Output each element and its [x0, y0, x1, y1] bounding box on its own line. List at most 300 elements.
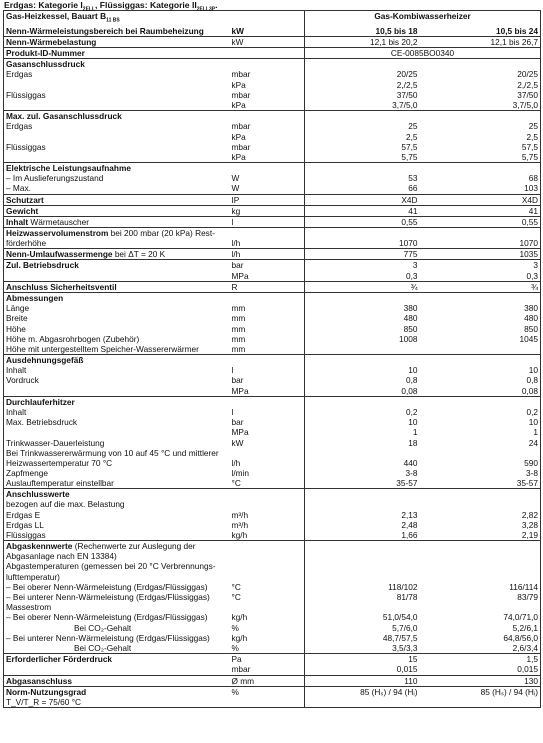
value-24kw — [420, 572, 541, 582]
table-row — [4, 520, 541, 530]
value-18kw: 66 — [305, 183, 420, 194]
row-label — [4, 249, 230, 260]
value-24kw: 25 — [420, 121, 541, 131]
table-row — [4, 530, 541, 541]
row-label-main: Massestrom — [6, 602, 52, 613]
row-label-detail: Wärmetauscher — [28, 217, 89, 228]
unit-cell — [230, 541, 305, 552]
value-18kw — [305, 561, 420, 571]
value-24kw: 3-8 — [420, 468, 541, 478]
row-label-main: Ausdehnungsgefäß — [6, 355, 84, 366]
value-18kw: 0,3 — [305, 271, 420, 282]
value-18kw: 37/50 — [305, 90, 420, 100]
table-row — [4, 551, 541, 561]
section-row — [4, 489, 541, 500]
value-24kw — [420, 602, 541, 612]
row-label — [4, 217, 230, 228]
unit-cell: MPa — [231, 270, 249, 281]
value-24kw: 0,8 — [420, 375, 541, 385]
row-label — [4, 142, 230, 152]
row-label — [4, 303, 230, 313]
caption-text: Erdgas: Kategorie I — [4, 0, 83, 10]
unit-cell: mbar — [231, 664, 251, 675]
value-18kw: 0,8 — [305, 375, 420, 385]
header-unit-cell — [230, 11, 305, 26]
unit-cell: mbar — [231, 121, 251, 132]
row-label — [4, 194, 230, 205]
table-row — [4, 249, 541, 260]
table-row — [4, 375, 541, 385]
value-24kw: 0,55 — [420, 217, 541, 228]
unit-cell: kW — [231, 437, 244, 448]
unit-cell: kPa — [231, 99, 246, 110]
unit-cell: W — [231, 173, 240, 184]
table-row — [4, 313, 541, 323]
value-18kw: 0,2 — [305, 407, 420, 417]
value-cell — [420, 292, 541, 303]
value-24kw: 10 — [420, 365, 541, 375]
row-label — [4, 183, 230, 194]
value-24kw: 103 — [420, 183, 541, 194]
row-label-detail: bei 200 mbar (20 kPa) Rest- — [108, 228, 215, 239]
row-label-main: – Bei unterer Nenn-Wärmeleistung (Erdgas/Flüssiggas) — [6, 632, 210, 643]
row-label-main: Zul. Betriebsdruck — [6, 260, 79, 271]
value-24kw: 0,2 — [420, 407, 541, 417]
value-18kw: 0,08 — [305, 386, 420, 397]
subtitle: Gas-Heizkessel, Bauart B — [6, 11, 107, 21]
row-label — [4, 520, 230, 530]
value-24kw: ¾ — [420, 281, 541, 292]
unit-cell: kPa — [231, 131, 246, 142]
unit-cell: W — [231, 183, 240, 194]
unit-cell — [230, 163, 305, 174]
row-label-main: Elektrische Leistungsaufnahme — [6, 163, 131, 174]
value-cell — [305, 396, 420, 407]
value-18kw: 850 — [305, 324, 420, 334]
row-label — [4, 313, 230, 323]
value-18kw: 15 — [305, 654, 420, 665]
value-24kw: 5,2/6,1 — [420, 623, 541, 633]
row-label-main: Länge — [6, 303, 30, 314]
value-18kw: 5,75 — [305, 152, 420, 163]
value-18kw: 1,66 — [305, 530, 420, 541]
row-label-main: Abgastemperaturen (gemessen bei 20 °C Verbrennungs- — [6, 561, 216, 572]
value-18kw: 10 — [305, 365, 420, 375]
row-label-main: Nenn-Umlaufwassermenge — [6, 249, 113, 260]
value-24kw: 590 — [420, 448, 541, 468]
value-18kw: 20/25 — [305, 69, 420, 79]
table-row — [4, 612, 541, 622]
row-label-main: Produkt-ID-Nummer — [6, 48, 85, 59]
row-label-main: – Im Auslieferungszustand — [6, 173, 104, 184]
row-label-main: Erdgas LL — [6, 519, 44, 530]
unit-cell: mm — [231, 313, 246, 324]
row-label-main: Durchlauferhitzer — [6, 396, 75, 407]
value-18kw: 3,5/3,3 — [305, 643, 420, 654]
value-24kw: 2,6/3,4 — [420, 643, 541, 654]
value-24kw: 1045 — [420, 334, 541, 344]
unit-cell: mm — [231, 333, 246, 344]
table-row — [4, 205, 541, 216]
row-label — [4, 228, 230, 249]
value-24kw: 480 — [420, 313, 541, 323]
value-24kw: 2,5 — [420, 132, 541, 142]
caption-sub-1: 2ELL — [82, 6, 96, 13]
unit-cell: °C — [231, 477, 241, 488]
row-label — [4, 90, 230, 100]
value-cell — [420, 111, 541, 122]
row-label — [4, 152, 230, 163]
unit-cell: mm — [231, 303, 246, 314]
unit-cell — [230, 48, 305, 59]
row-label-main: Max. Betriebsdruck — [6, 417, 78, 428]
unit-cell — [230, 355, 305, 366]
value-18kw: 2,/2,5 — [305, 80, 420, 90]
table-row — [4, 675, 541, 686]
section-label — [4, 163, 230, 174]
table-row — [4, 643, 541, 654]
value-24kw: 1035 — [420, 249, 541, 260]
row-label — [4, 478, 230, 489]
row-label-main: Abgaskennwerte — [6, 541, 73, 552]
row-label-main: Nenn-Wärmebelastung — [6, 36, 97, 47]
value-18kw: 5,7/6,0 — [305, 623, 420, 633]
unit-cell: bar — [230, 260, 305, 271]
row-label-main: Breite — [6, 313, 28, 324]
table-row — [4, 686, 541, 697]
value-24kw: 74,0/71,0 — [420, 612, 541, 622]
table-row — [4, 468, 541, 478]
value-18kw: 51,0/54,0 — [305, 612, 420, 622]
unit-cell: kg/h — [231, 529, 248, 540]
table-row — [4, 260, 541, 271]
value-18kw: 12,1 bis 20,2 — [305, 36, 420, 47]
value-24kw: 57,5 — [420, 142, 541, 152]
value-24kw: 380 — [420, 303, 541, 313]
section-label — [4, 59, 230, 70]
row-label — [4, 572, 230, 582]
row-label-main: Höhe — [6, 323, 26, 334]
row-label-main: Bei CO₂-Gehalt — [74, 642, 132, 653]
row-label-main: Abmessungen — [6, 292, 64, 303]
row-label-main: Vordruck — [6, 375, 39, 386]
table-row — [4, 80, 541, 90]
value-18kw: X4D — [305, 194, 420, 205]
unit-cell: kPa — [231, 151, 246, 162]
row-label-detail: Bei Trinkwassererwärmung von 10 auf 45 °C und mittlerer — [6, 447, 219, 458]
unit-cell: Ø mm — [230, 675, 305, 686]
row-label — [4, 48, 230, 59]
table-row — [4, 281, 541, 292]
row-label — [4, 205, 230, 216]
unit-cell: MPa — [231, 427, 249, 438]
section-label — [4, 355, 230, 366]
value-18kw: 480 — [305, 313, 420, 323]
value-18kw: 35-57 — [305, 478, 420, 489]
unit-cell: m³/h — [231, 519, 249, 530]
section-label — [4, 396, 230, 407]
row-label — [4, 386, 230, 397]
value-24kw: 12,1 bis 26,7 — [420, 36, 541, 47]
table-row — [4, 173, 541, 183]
row-label-main: Erdgas — [6, 69, 33, 80]
unit-cell: °C — [231, 581, 241, 592]
row-label — [4, 602, 230, 612]
value-18kw — [305, 541, 420, 552]
value-24kw — [420, 561, 541, 571]
value-18kw — [305, 551, 420, 561]
value-cell — [420, 355, 541, 366]
value-18kw: 3-8 — [305, 468, 420, 478]
value-18kw — [305, 499, 420, 509]
value-18kw: 1 — [305, 427, 420, 437]
row-label — [4, 69, 230, 79]
value-18kw: 0,015 — [305, 664, 420, 675]
row-label — [4, 132, 230, 142]
value-18kw: 2,13 — [305, 510, 420, 520]
row-label-main: Flüssiggas — [6, 141, 46, 152]
caption-text-2: , Flüssiggas: Kategorie II — [95, 0, 197, 10]
unit-cell: kg — [230, 205, 305, 216]
row-label-main: Abgasanschluss — [6, 675, 72, 686]
value-24kw: X4D — [420, 194, 541, 205]
row-label-main: Norm-Nutzungsgrad — [6, 686, 87, 697]
row-label-main: Flüssiggas — [6, 529, 46, 540]
row-label — [4, 510, 230, 520]
value-24kw: 116/114 — [420, 582, 541, 592]
value-24kw: 3,7/5,0 — [420, 100, 541, 111]
row-label — [4, 121, 230, 131]
table-row — [4, 592, 541, 602]
unit-cell: bar — [231, 417, 244, 428]
value-24kw: 0,08 — [420, 386, 541, 397]
unit-cell: % — [230, 686, 305, 697]
section-label — [4, 111, 230, 122]
row-label — [4, 623, 230, 633]
section-row — [4, 355, 541, 366]
table-row — [4, 36, 541, 47]
value-18kw — [305, 602, 420, 612]
table-row — [4, 478, 541, 489]
row-label — [4, 582, 230, 592]
unit-cell: l — [230, 217, 305, 228]
row-label — [4, 407, 230, 417]
value-18kw: 81/78 — [305, 592, 420, 602]
unit-cell — [230, 396, 305, 407]
row-label-cont: förderhöhe — [6, 238, 47, 249]
table-row — [4, 697, 541, 708]
unit-cell: mm — [231, 323, 246, 334]
value-18kw: 2,48 — [305, 520, 420, 530]
value-24kw: 1 — [420, 427, 541, 437]
value-24kw: 24 — [420, 438, 541, 448]
row-label — [4, 686, 230, 697]
value-24kw: 850 — [420, 324, 541, 334]
unit-cell: mbar — [231, 141, 251, 152]
section-label — [4, 489, 230, 500]
unit-cell — [230, 697, 305, 708]
row-label-main: Höhe m. Abgasrohrbogen (Zubehör) — [6, 333, 140, 344]
value-18kw: 25 — [305, 121, 420, 131]
table-row — [4, 427, 541, 437]
unit-cell: m³/h — [231, 509, 249, 520]
unit-cell: l/h — [231, 457, 241, 468]
table-row — [4, 654, 541, 665]
row-label-main: Gasanschlussdruck — [6, 59, 85, 70]
value-18kw: 3 — [305, 260, 420, 271]
value-18kw: 2,5 — [305, 132, 420, 142]
value-18kw — [305, 344, 420, 355]
unit-cell: °C — [231, 592, 241, 603]
value-24kw: 20/25 — [420, 69, 541, 79]
table-row — [4, 271, 541, 282]
value-cell — [420, 163, 541, 174]
row-label-main: Auslauftemperatur einstellbar — [6, 477, 114, 488]
row-label — [4, 324, 230, 334]
unit-cell: kg/h — [231, 632, 248, 643]
row-label — [4, 551, 230, 561]
row-label-main: Gewicht — [6, 205, 39, 216]
value-18kw — [305, 697, 420, 708]
table-row — [4, 324, 541, 334]
unit-cell: l/h — [230, 228, 305, 249]
row-label-main: Erdgas E — [6, 509, 41, 520]
row-label-main: – Max. — [6, 183, 31, 194]
table-row — [4, 100, 541, 111]
subtitle-sub: 11 BS — [106, 17, 120, 24]
section-row — [4, 292, 541, 303]
value-18kw: 0,55 — [305, 217, 420, 228]
value-cell — [305, 163, 420, 174]
row-label-main: Anschlusswerte — [6, 489, 70, 500]
unit-cell — [230, 561, 305, 571]
value-18kw: 18 — [305, 438, 420, 448]
row-label — [4, 664, 230, 675]
row-label-main: – Bei oberer Nenn-Wärmeleistung (Erdgas/Flüssiggas) — [6, 612, 208, 623]
value-24kw: 37/50 — [420, 90, 541, 100]
value-24kw: 2,82 — [420, 510, 541, 520]
table-row — [4, 602, 541, 612]
unit-cell: IP — [230, 194, 305, 205]
section-row — [4, 111, 541, 122]
value-24kw: 85 (Hₛ) / 94 (Hᵢ) — [420, 686, 541, 697]
table-row — [4, 69, 541, 79]
row-label-main: Schutzart — [6, 194, 44, 205]
row-label — [4, 675, 230, 686]
row-label — [4, 36, 230, 47]
value-24kw: 68 — [420, 173, 541, 183]
table-row — [4, 344, 541, 355]
row-label-main: lufttemperatur) — [6, 571, 60, 582]
row-label — [4, 612, 230, 622]
row-label-detail: (Rechenwerte zur Auslegung der — [72, 541, 196, 552]
row-label-main: Bei CO₂-Gehalt — [74, 622, 132, 633]
table-row — [4, 438, 541, 448]
row-label — [4, 417, 230, 427]
table-row — [4, 26, 541, 37]
row-label-main: T_V/T_R = 75/60 °C — [6, 696, 82, 707]
value-24kw — [420, 551, 541, 561]
value-cell — [420, 59, 541, 70]
row-label — [4, 654, 230, 665]
value-24kw: 2,19 — [420, 530, 541, 541]
table-row — [4, 132, 541, 142]
row-label — [4, 499, 230, 509]
table-row — [4, 48, 541, 59]
row-label — [4, 427, 230, 437]
value-24kw: 41 — [420, 205, 541, 216]
table-row — [4, 217, 541, 228]
unit-cell — [230, 111, 305, 122]
table-row — [4, 334, 541, 344]
row-label-main: Inhalt — [6, 365, 27, 376]
value-24kw: 1070 — [420, 228, 541, 249]
table-row — [4, 499, 541, 509]
table-row — [4, 510, 541, 520]
value-24kw: 2,/2,5 — [420, 80, 541, 90]
row-label-main: Erdgas — [6, 121, 33, 132]
value-24kw — [420, 499, 541, 509]
row-label-main: Nenn-Wärmeleistungsbereich bei Raumbeheizung — [6, 25, 204, 36]
table-row — [4, 664, 541, 675]
value-18kw: 41 — [305, 205, 420, 216]
row-label — [4, 260, 230, 271]
row-label-main: Erforderlicher Förderdruck — [6, 654, 113, 665]
value-24kw: 3 — [420, 260, 541, 271]
row-label-main: Höhe mit untergestelltem Speicher-Wassererwärmer — [6, 343, 199, 354]
value-18kw: 85 (Hₛ) / 94 (Hᵢ) — [305, 686, 420, 697]
row-label — [4, 530, 230, 541]
value-cell — [420, 489, 541, 500]
value-18kw: 1008 — [305, 334, 420, 344]
row-label-detail: bei ΔT = 20 K — [112, 249, 166, 260]
value-18kw: 380 — [305, 303, 420, 313]
section-row — [4, 163, 541, 174]
unit-cell — [230, 602, 305, 612]
unit-cell: MPa — [231, 385, 249, 396]
row-label — [4, 633, 230, 643]
table-row — [4, 633, 541, 643]
unit-cell — [230, 59, 305, 70]
table-row — [4, 365, 541, 375]
unit-cell: mm — [231, 343, 246, 354]
unit-cell: l/h — [230, 249, 305, 260]
table-row — [4, 541, 541, 552]
unit-cell: Pa — [230, 654, 305, 665]
value-cell — [305, 292, 420, 303]
value-24kw: 10 — [420, 417, 541, 427]
row-label-main: bezogen auf die max. Belastung — [6, 499, 125, 510]
value-18kw: 57,5 — [305, 142, 420, 152]
row-label — [4, 375, 230, 385]
unit-cell — [230, 572, 305, 582]
section-row — [4, 59, 541, 70]
row-label-main: Zapfmenge — [6, 467, 48, 478]
unit-cell: kW — [231, 25, 244, 36]
unit-cell: mbar — [231, 69, 251, 80]
row-label — [4, 281, 230, 292]
value-18kw: ¾ — [305, 281, 420, 292]
unit-cell: bar — [231, 375, 244, 386]
subtitle-cell — [4, 11, 230, 26]
table-row — [4, 448, 541, 468]
value-18kw: 110 — [305, 675, 420, 686]
value-cell — [420, 396, 541, 407]
table-row — [4, 303, 541, 313]
row-label — [4, 173, 230, 183]
row-label — [4, 561, 230, 571]
value-cell — [305, 355, 420, 366]
